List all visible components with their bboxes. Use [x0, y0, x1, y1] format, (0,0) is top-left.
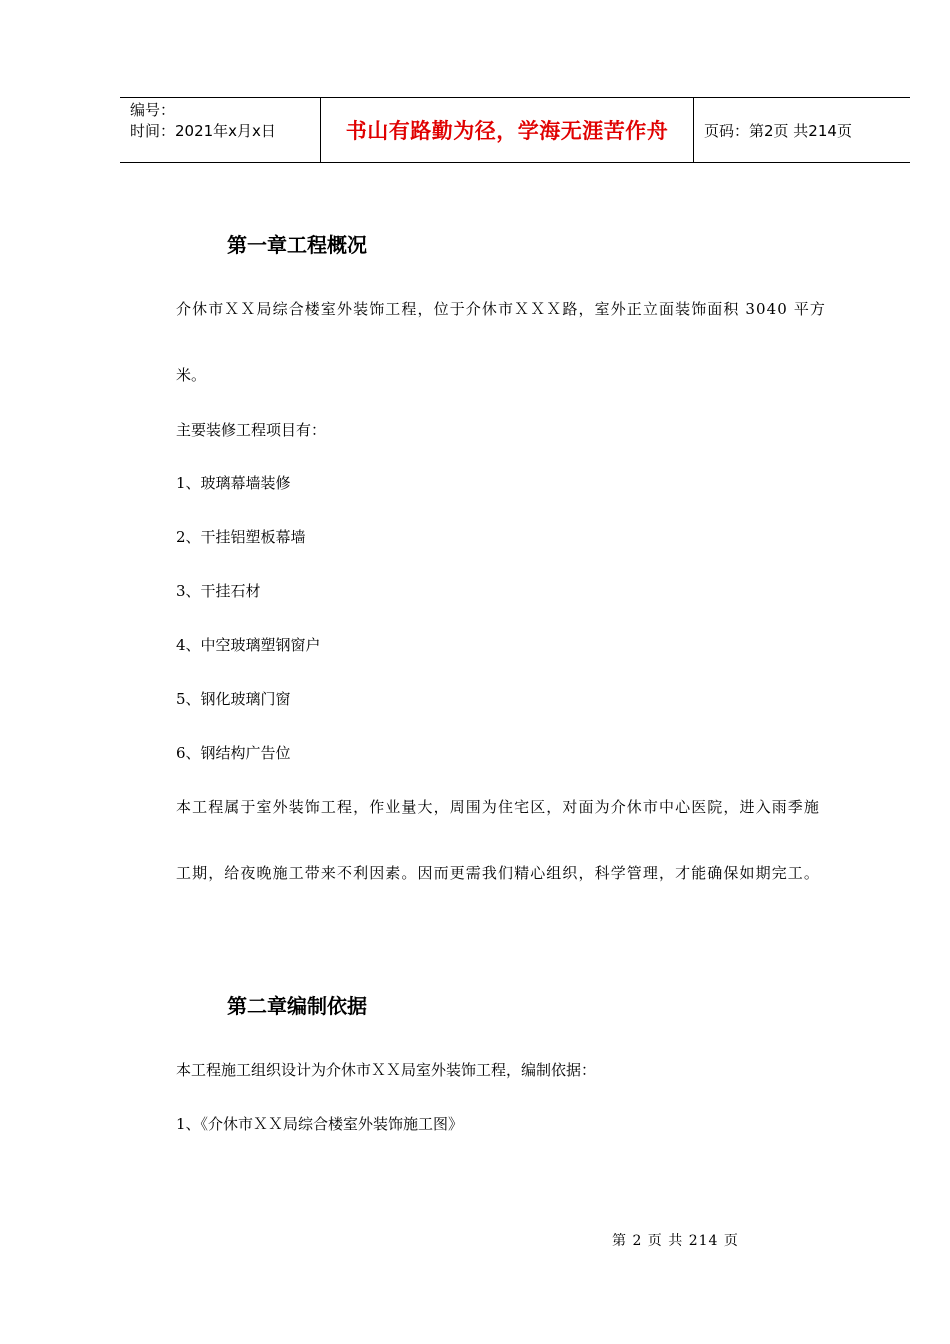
list-item: 6、钢结构广告位 — [176, 744, 291, 762]
list-item: 1、玻璃幕墙装修 — [176, 474, 291, 492]
chapter1-title: 第一章工程概况 — [227, 233, 367, 257]
list-item: 4、中空玻璃塑钢窗户 — [176, 636, 321, 654]
page-header — [120, 97, 910, 163]
chapter1-paragraph: 米。 — [176, 366, 207, 384]
list-item: 1、《介休市ＸＸ局综合楼室外装饰施工图》 — [176, 1115, 464, 1133]
list-item: 2、干挂铝塑板幕墙 — [176, 528, 306, 546]
chapter1-paragraph: 工期，给夜晚施工带来不利因素。因而更需我们精心组织，科学管理，才能确保如期完工。 — [176, 864, 821, 882]
chapter2-title: 第二章编制依据 — [227, 994, 367, 1018]
header-page-info: 页码：第2页 共214页 — [704, 121, 852, 140]
list-item: 5、钢化玻璃门窗 — [176, 690, 291, 708]
number-label: 编号： — [130, 101, 176, 119]
chapter1-paragraph: 本工程属于室外装饰工程，作业量大，周围为住宅区，对面为介休市中心医院，进入雨季施 — [176, 798, 821, 816]
header-motto: 书山有路勤为径，学海无涯苦作舟 — [321, 98, 694, 162]
time-label: 时间：2021年x月x日 — [130, 122, 276, 140]
chapter2-paragraph: 本工程施工组织设计为介休市ＸＸ局室外装饰工程，编制依据： — [176, 1061, 597, 1079]
chapter1-paragraph: 主要装修工程项目有： — [176, 421, 327, 439]
list-item: 3、干挂石材 — [176, 582, 261, 600]
chapter1-paragraph: 介休市ＸＸ局综合楼室外装饰工程，位于介休市ＸＸＸ路，室外正立面装饰面积 3040 平方 — [176, 300, 827, 318]
header-meta — [120, 98, 321, 162]
page-footer: 第 2 页 共 214 页 — [612, 1233, 739, 1249]
